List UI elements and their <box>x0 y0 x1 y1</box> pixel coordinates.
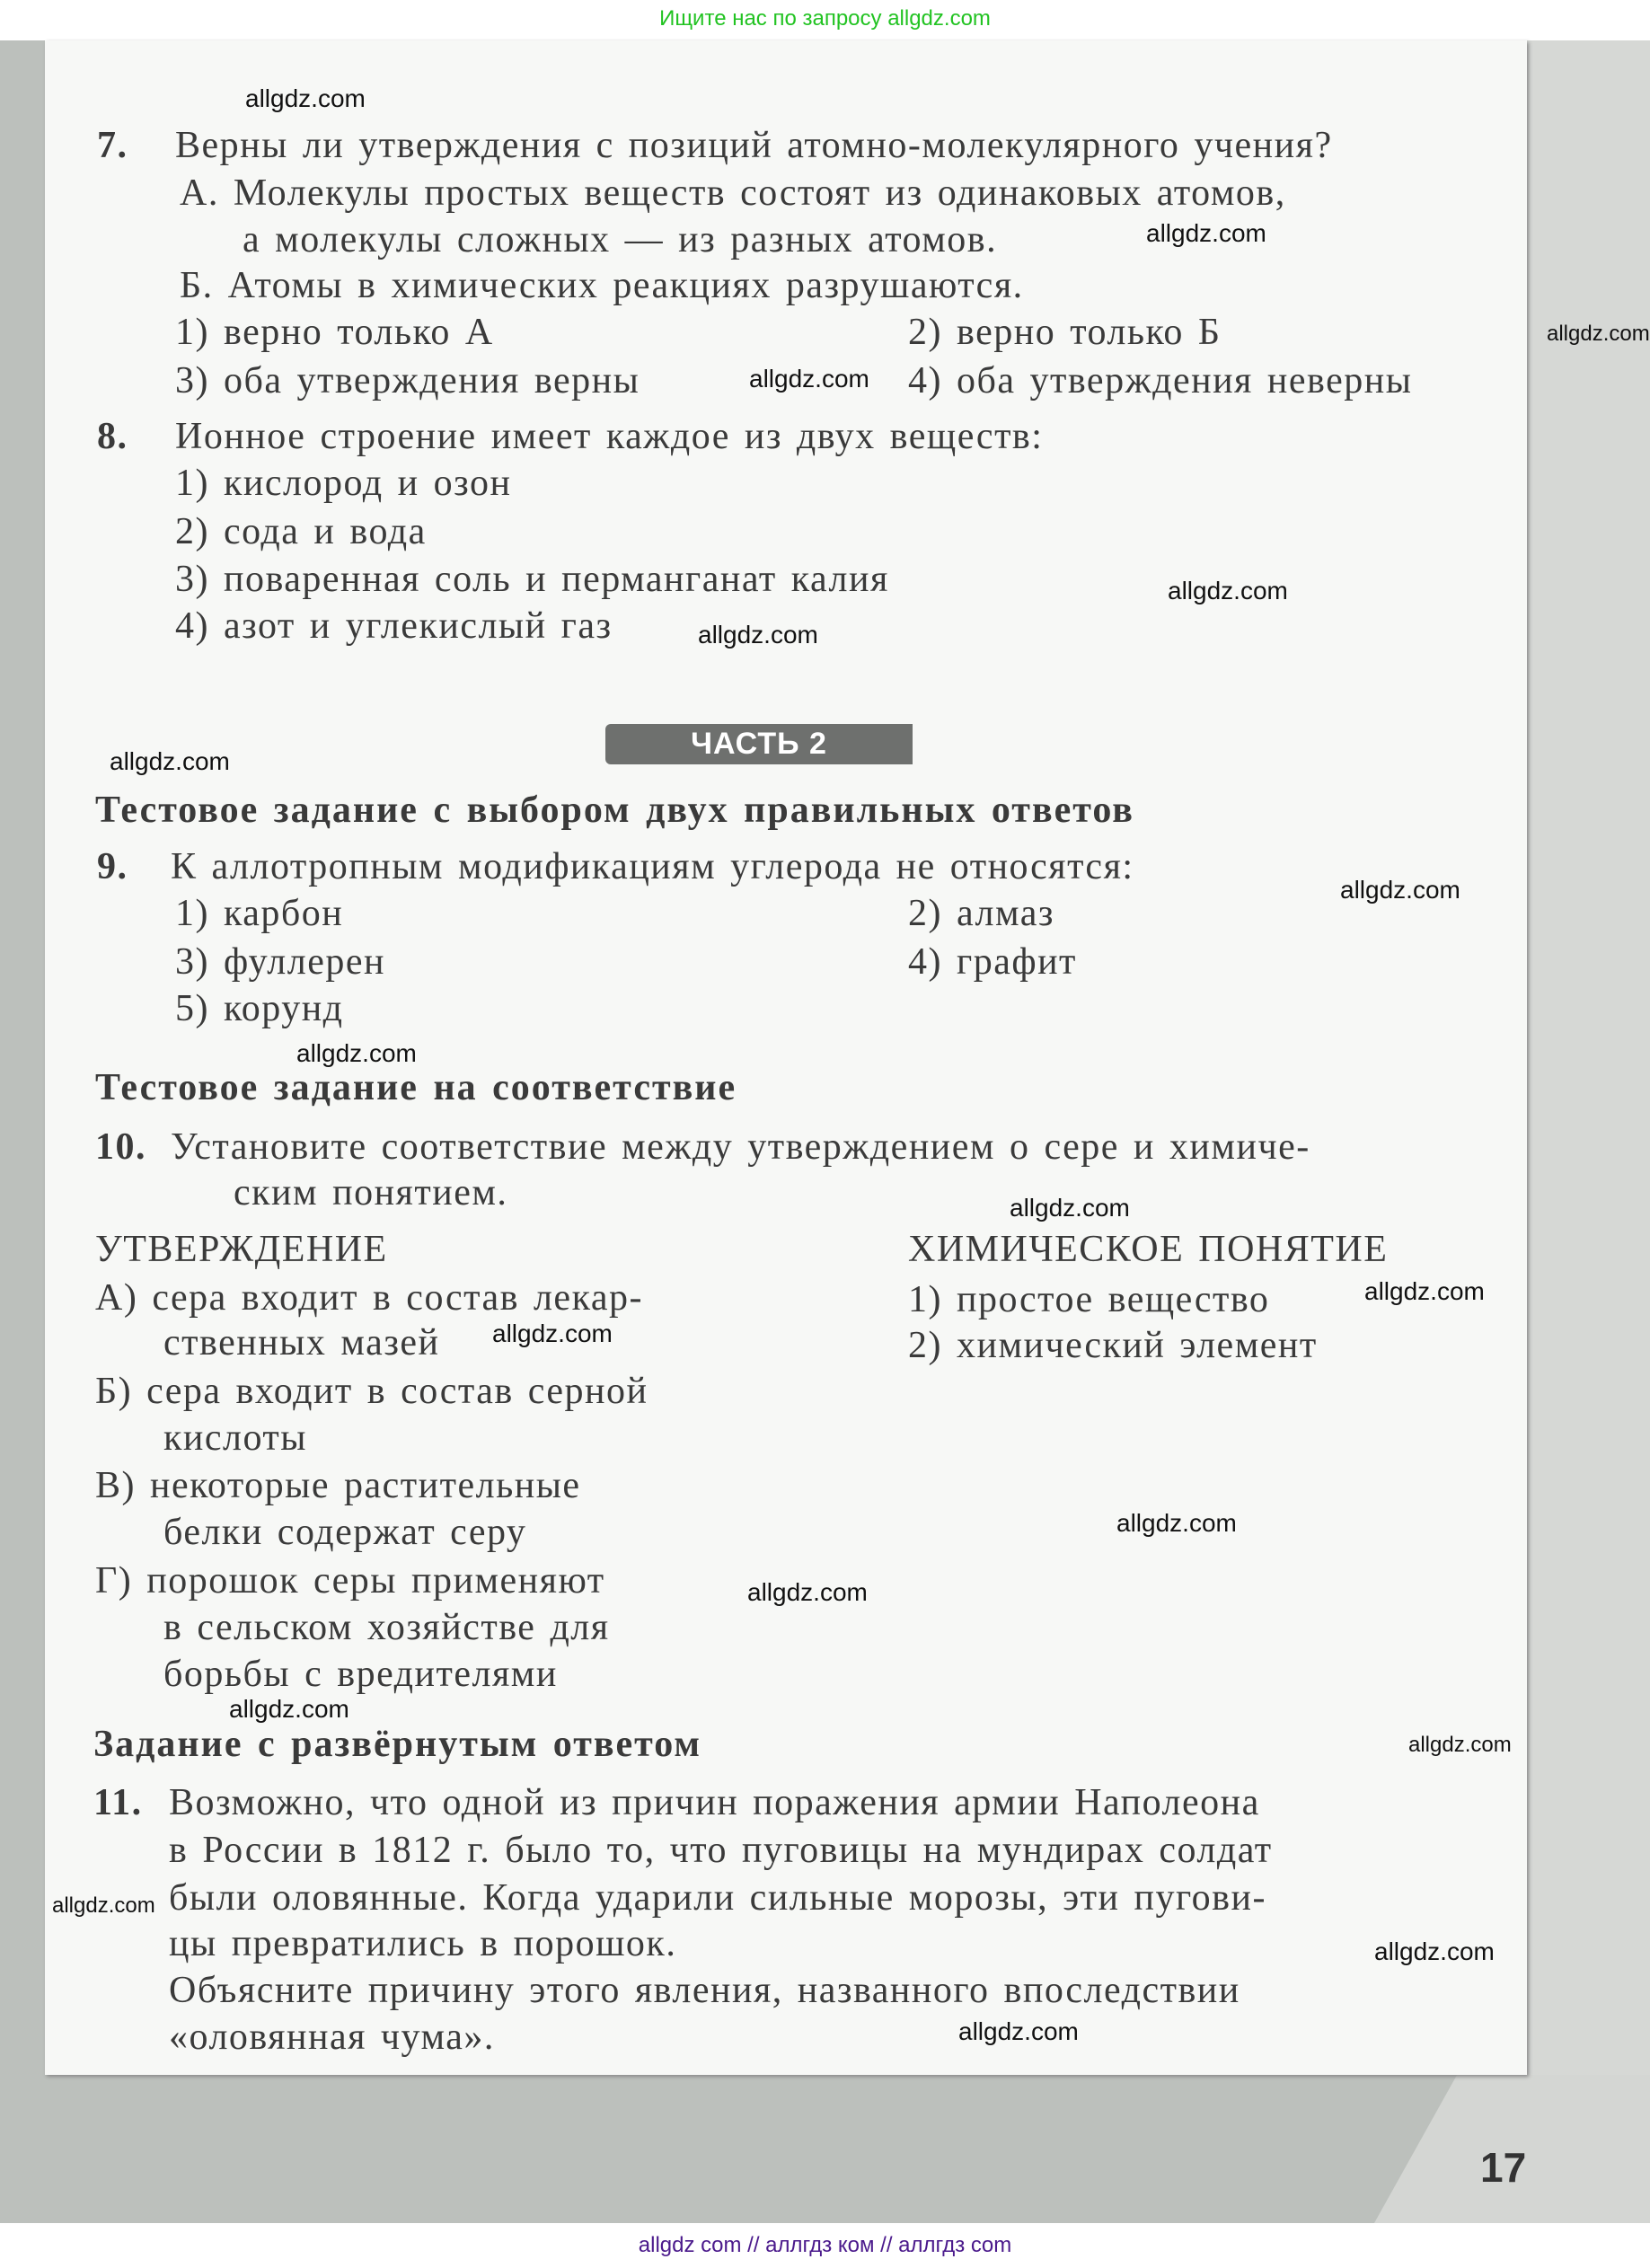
part-2-badge: ЧАСТЬ 2 <box>605 724 913 764</box>
q7-number: 7. <box>97 125 128 166</box>
watermark[interactable]: allgdz.com <box>1010 1194 1130 1222</box>
watermark[interactable]: allgdz.com <box>1547 322 1650 346</box>
watermark[interactable]: allgdz.com <box>110 747 230 775</box>
watermark[interactable]: allgdz.com <box>245 84 366 112</box>
watermark[interactable]: allgdz.com <box>296 1039 417 1067</box>
q11-line-6: «оловянная чума». <box>169 2016 495 2058</box>
q9-option-4: 4) графит <box>908 941 1077 983</box>
q9-option-2: 2) алмаз <box>908 893 1054 934</box>
q11-line-3: были оловянные. Когда ударили сильные морозы, эти пугови- <box>169 1877 1266 1919</box>
watermark[interactable]: allgdz.com <box>1364 1277 1485 1305</box>
watermark[interactable]: allgdz.com <box>749 365 869 393</box>
statement-v: В) некоторые растительные <box>95 1465 581 1506</box>
q11-line-2: в России в 1812 г. было то, что пуговицы на мундирах солдат <box>169 1830 1273 1871</box>
watermark[interactable]: allgdz.com <box>958 2017 1079 2045</box>
q7-option-2: 2) верно только Б <box>908 312 1222 353</box>
q7-option-3: 3) оба утверждения верны <box>175 360 640 402</box>
watermark[interactable]: allgdz.com <box>1374 1937 1495 1965</box>
section-heading-matching: Тестовое задание на соответствие <box>95 1067 737 1108</box>
statement-b: Б) сера входит в состав серной <box>95 1371 649 1412</box>
page-number: 17 <box>1480 2144 1527 2191</box>
q9-number: 9. <box>97 846 128 887</box>
watermark[interactable]: allgdz.com <box>1340 876 1460 904</box>
statement-a-cont: ственных мазей <box>163 1322 440 1363</box>
concept-2: 2) химический элемент <box>908 1325 1318 1366</box>
watermark[interactable]: allgdz.com <box>229 1695 349 1723</box>
section-heading-extended: Задание с развёрнутым ответом <box>93 1724 702 1765</box>
background-edge <box>1527 40 1650 2223</box>
statement-g-cont2: борьбы с вредителями <box>163 1654 558 1695</box>
statement-g-cont: в сельском хозяйстве для <box>163 1607 610 1648</box>
column-header-statement: УТВЕРЖДЕНИЕ <box>95 1229 388 1270</box>
statement-a: А) сера входит в состав лекар- <box>95 1277 643 1319</box>
q8-option-4: 4) азот и углекислый газ <box>175 605 613 647</box>
q7-statement-a-cont: а молекулы сложных — из разных атомов. <box>243 219 998 260</box>
q7-statement-b: Б. Атомы в химических реакциях разрушаются. <box>180 265 1024 306</box>
concept-1: 1) простое вещество <box>908 1279 1270 1320</box>
watermark[interactable]: allgdz.com <box>698 621 818 649</box>
watermark[interactable]: allgdz.com <box>1408 1733 1512 1757</box>
q9-option-5: 5) корунд <box>175 988 344 1029</box>
watermark[interactable]: allgdz.com <box>747 1578 868 1606</box>
q9-text: К аллотропным модификациям углерода не относятся: <box>171 846 1134 887</box>
q8-option-3: 3) поваренная соль и перманганат калия <box>175 559 889 600</box>
q11-number: 11. <box>93 1782 143 1823</box>
q8-option-2: 2) сода и вода <box>175 511 427 552</box>
watermark[interactable]: allgdz.com <box>1116 1509 1237 1537</box>
q10-text: Установите соответствие между утверждением о сере и химиче- <box>171 1126 1310 1168</box>
q10-text-cont: ским понятием. <box>234 1172 508 1213</box>
q8-option-1: 1) кислород и озон <box>175 463 512 504</box>
q7-option-4: 4) оба утверждения неверны <box>908 360 1413 402</box>
footer-links[interactable]: allgdz com // аллгдз ком // аллгдз com <box>0 2223 1650 2268</box>
statement-g: Г) порошок серы применяют <box>95 1560 605 1602</box>
watermark[interactable]: allgdz.com <box>1168 577 1288 605</box>
q7-text: Верны ли утверждения с позиций атомно-молекулярного учения? <box>175 125 1333 166</box>
top-banner[interactable]: Ищите нас по запросу allgdz.com <box>0 0 1650 40</box>
q11-line-5: Объясните причину этого явления, названного впоследствии <box>169 1970 1240 2011</box>
q8-text: Ионное строение имеет каждое из двух веществ: <box>175 416 1044 457</box>
q7-option-1: 1) верно только А <box>175 312 494 353</box>
q11-line-4: цы превратились в порошок. <box>169 1923 677 1964</box>
q7-statement-a: А. Молекулы простых веществ состоят из одинаковых атомов, <box>180 172 1286 214</box>
statement-v-cont: белки содержат серу <box>163 1512 527 1553</box>
q9-option-3: 3) фуллерен <box>175 941 385 983</box>
watermark[interactable]: allgdz.com <box>52 1893 155 1918</box>
q11-line-1: Возможно, что одной из причин поражения армии Наполеона <box>169 1782 1260 1823</box>
q8-number: 8. <box>97 416 128 457</box>
column-header-concept: ХИМИЧЕСКОЕ ПОНЯТИЕ <box>908 1229 1389 1270</box>
watermark[interactable]: allgdz.com <box>492 1319 613 1347</box>
section-heading-two-answers: Тестовое задание с выбором двух правильных ответов <box>95 790 1134 831</box>
q10-number: 10. <box>95 1126 146 1168</box>
watermark[interactable]: allgdz.com <box>1146 219 1266 247</box>
q9-option-1: 1) карбон <box>175 893 344 934</box>
statement-b-cont: кислоты <box>163 1417 308 1459</box>
